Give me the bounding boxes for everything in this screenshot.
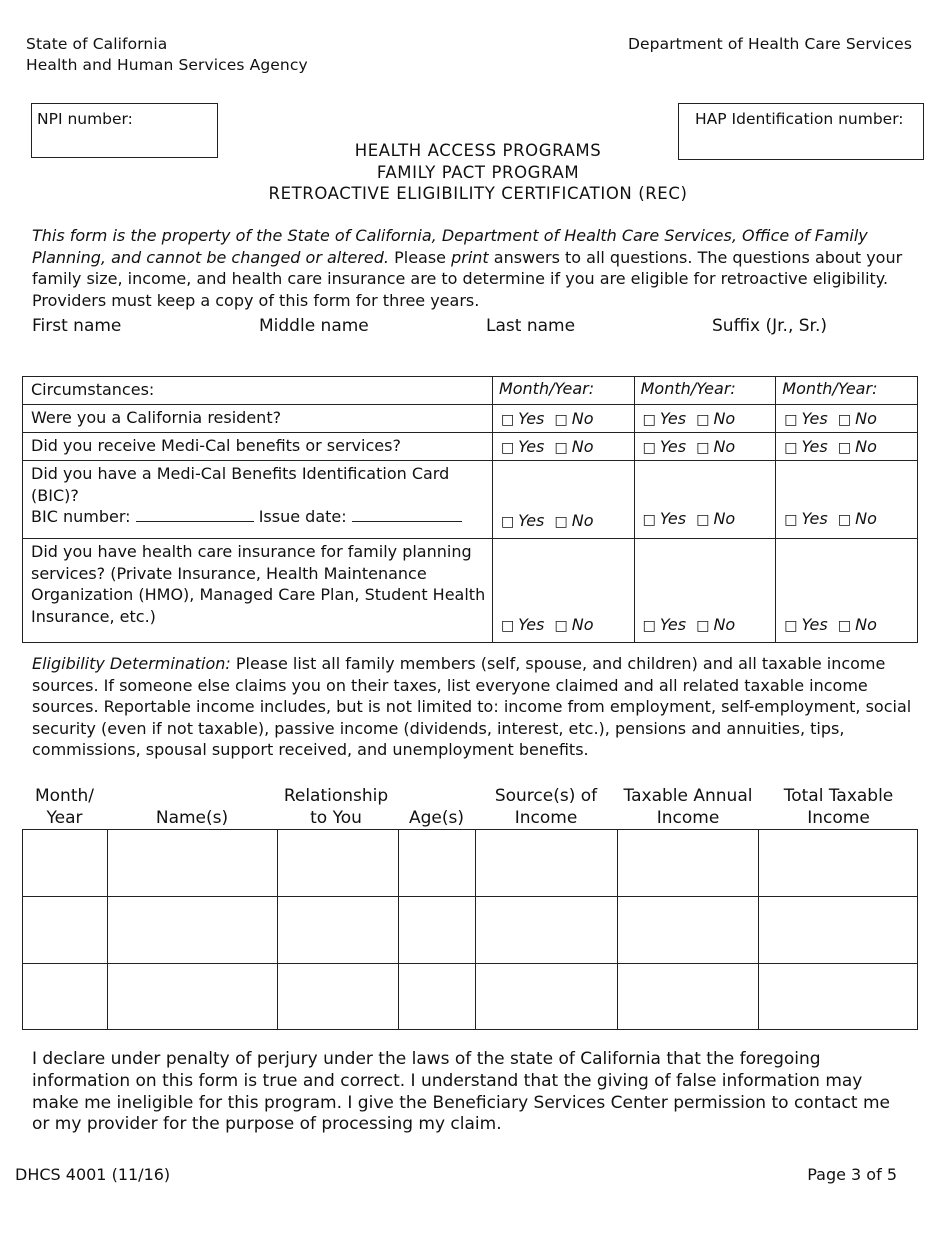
checkbox-icon[interactable]: □ bbox=[554, 440, 568, 456]
question-bic: Did you have a Medi-Cal Benefits Identification Card (BIC)? bbox=[31, 464, 450, 505]
first-name-label: First name bbox=[32, 316, 122, 336]
title-line-1: HEALTH ACCESS PROGRAMS bbox=[354, 141, 602, 160]
table-cell[interactable] bbox=[618, 830, 759, 897]
checkbox-icon[interactable]: □ bbox=[784, 412, 798, 428]
circumstances-header: Circumstances: bbox=[23, 377, 493, 405]
col-month-year: Month/ Year bbox=[34, 786, 94, 828]
table-cell[interactable] bbox=[277, 830, 398, 897]
table-cell[interactable] bbox=[23, 897, 108, 964]
table-cell[interactable] bbox=[107, 830, 277, 897]
yes-no-choice[interactable]: □ Yes □ No bbox=[500, 511, 594, 530]
table-cell[interactable] bbox=[759, 897, 918, 964]
checkbox-icon[interactable]: □ bbox=[696, 440, 710, 456]
yes-no-choice[interactable]: □ Yes □ No bbox=[642, 615, 736, 634]
yes-no-choice[interactable]: □ Yes □ No bbox=[642, 509, 736, 528]
agency-label: Health and Human Services Agency bbox=[26, 56, 308, 74]
checkbox-icon[interactable]: □ bbox=[554, 514, 568, 530]
issue-date-input[interactable] bbox=[352, 507, 462, 522]
income-table bbox=[22, 829, 918, 1030]
yes-no-choice[interactable]: □ Yes □ No bbox=[784, 437, 877, 456]
question-insurance: Did you have health care insurance for family planning services? (Private Insurance, Health Maintenance Organization (HMO), Managed Care Plan, Student Health Insurance, etc.) bbox=[23, 539, 493, 643]
checkbox-icon[interactable]: □ bbox=[500, 514, 515, 530]
agency-header bbox=[26, 34, 308, 76]
question-row-resident bbox=[23, 405, 918, 433]
checkbox-icon[interactable]: □ bbox=[642, 412, 656, 428]
checkbox-icon[interactable]: □ bbox=[696, 618, 710, 634]
yes-no-choice[interactable]: □ Yes □ No bbox=[642, 437, 736, 456]
col-names: Name(s) bbox=[155, 808, 229, 828]
last-name-label: Last name bbox=[486, 316, 576, 336]
checkbox-icon[interactable]: □ bbox=[784, 440, 798, 456]
table-cell[interactable] bbox=[398, 830, 476, 897]
col-age: Age(s) bbox=[408, 808, 464, 828]
question-medical: Did you receive Medi-Cal benefits or services? bbox=[23, 433, 493, 461]
circumstances-header-row bbox=[23, 377, 918, 405]
npi-label: NPI number: bbox=[37, 110, 133, 128]
col-taxable-annual: Taxable Annual Income bbox=[623, 786, 753, 828]
checkbox-icon[interactable]: □ bbox=[500, 618, 515, 634]
middle-name-label: Middle name bbox=[259, 316, 369, 336]
table-cell[interactable] bbox=[398, 964, 476, 1030]
table-cell[interactable] bbox=[476, 964, 618, 1030]
table-cell[interactable] bbox=[759, 964, 918, 1030]
declaration-paragraph: I declare under penalty of perjury under the laws of the state of California that the foregoing information on this form is true and correct. I understand that the giving of false information may make me ineligible for this program. I give the Beneficiary Services Center permission to contact me or my provider for the purpose of processing my claim. bbox=[32, 1049, 890, 1135]
question-resident: Were you a California resident? bbox=[23, 405, 493, 433]
page-number: Page 3 of 5 bbox=[807, 1165, 897, 1184]
month-year-header-3[interactable]: Month/Year: bbox=[776, 377, 918, 405]
checkbox-icon[interactable]: □ bbox=[837, 512, 852, 528]
checkbox-icon[interactable]: □ bbox=[642, 440, 656, 456]
bic-number-input[interactable] bbox=[136, 507, 254, 522]
table-row bbox=[23, 830, 918, 897]
eligibility-paragraph bbox=[32, 653, 917, 761]
question-row-insurance bbox=[23, 539, 918, 643]
yes-no-choice[interactable]: □ Yes □ No bbox=[500, 409, 594, 428]
table-cell[interactable] bbox=[476, 897, 618, 964]
checkbox-icon[interactable]: □ bbox=[837, 412, 852, 428]
table-cell[interactable] bbox=[618, 964, 759, 1030]
checkbox-icon[interactable]: □ bbox=[837, 618, 852, 634]
table-cell[interactable] bbox=[107, 897, 277, 964]
col-sources: Source(s) of Income bbox=[494, 786, 598, 828]
table-cell[interactable] bbox=[476, 830, 618, 897]
circumstances-table bbox=[22, 376, 918, 643]
table-cell[interactable] bbox=[23, 964, 108, 1030]
issue-date-label: Issue date: bbox=[258, 507, 347, 526]
table-cell[interactable] bbox=[107, 964, 277, 1030]
checkbox-icon[interactable]: □ bbox=[696, 412, 710, 428]
eligibility-text: Please list all family members (self, spouse, and children) and all taxable income sources. If someone else claims you on their taxes, list everyone claimed and all related taxable income sources. Reportable income includes, but is not limited to: income from employment, self-employment, social security (even if not taxable), passive income (dividends, interest, etc.), pensions and annuities, tips, commissions, spousal support received, and unemployment benefits. bbox=[32, 654, 912, 759]
table-cell[interactable] bbox=[618, 897, 759, 964]
month-year-header-1[interactable]: Month/Year: bbox=[492, 377, 634, 405]
intro-text-1: Please bbox=[389, 247, 452, 267]
checkbox-icon[interactable]: □ bbox=[837, 440, 852, 456]
form-title bbox=[218, 140, 738, 205]
yes-no-choice[interactable]: □ Yes □ No bbox=[784, 615, 877, 634]
intro-paragraph bbox=[32, 225, 907, 311]
department-label: Department of Health Care Services bbox=[628, 35, 912, 53]
table-cell[interactable] bbox=[398, 897, 476, 964]
title-line-3: RETROACTIVE ELIGIBILITY CERTIFICATION (REC) bbox=[268, 184, 688, 203]
bic-number-label: BIC number: bbox=[31, 507, 131, 526]
yes-no-choice[interactable]: □ Yes □ No bbox=[784, 409, 877, 428]
checkbox-icon[interactable]: □ bbox=[500, 412, 515, 428]
col-total-taxable: Total Taxable Income bbox=[783, 786, 894, 828]
checkbox-icon[interactable]: □ bbox=[642, 512, 656, 528]
table-cell[interactable] bbox=[759, 830, 918, 897]
checkbox-icon[interactable]: □ bbox=[784, 512, 798, 528]
table-cell[interactable] bbox=[277, 964, 398, 1030]
table-row bbox=[23, 897, 918, 964]
question-row-bic bbox=[23, 461, 918, 539]
yes-no-choice[interactable]: □ Yes □ No bbox=[500, 615, 594, 634]
table-cell[interactable] bbox=[23, 830, 108, 897]
col-relationship: Relationship to You bbox=[283, 786, 389, 828]
intro-italic-1: This form is the property of the State of California, Department of Health Care Services, Office of Family Planning, and cannot be changed or altered. bbox=[32, 226, 868, 267]
checkbox-icon[interactable]: □ bbox=[500, 440, 515, 456]
title-line-2: FAMILY PACT PROGRAM bbox=[376, 162, 580, 182]
month-year-header-2[interactable]: Month/Year: bbox=[634, 377, 776, 405]
state-label: State of California bbox=[26, 35, 168, 53]
question-row-medical bbox=[23, 433, 918, 461]
yes-no-choice[interactable]: □ Yes □ No bbox=[642, 409, 736, 428]
form-id: DHCS 4001 (11/16) bbox=[15, 1165, 171, 1184]
yes-no-choice[interactable]: □ Yes □ No bbox=[500, 437, 594, 456]
checkbox-icon[interactable]: □ bbox=[554, 618, 568, 634]
checkbox-icon[interactable]: □ bbox=[554, 412, 568, 428]
intro-italic-2: print bbox=[451, 247, 489, 267]
checkbox-icon[interactable]: □ bbox=[784, 618, 798, 634]
eligibility-label: Eligibility Determination: bbox=[32, 654, 231, 673]
npi-field[interactable] bbox=[31, 103, 218, 158]
table-row bbox=[23, 964, 918, 1030]
checkbox-icon[interactable]: □ bbox=[642, 618, 656, 634]
suffix-label: Suffix (Jr., Sr.) bbox=[712, 316, 828, 336]
checkbox-icon[interactable]: □ bbox=[696, 512, 710, 528]
yes-no-choice[interactable]: □ Yes □ No bbox=[784, 509, 877, 528]
hap-label: HAP Identification number: bbox=[695, 110, 904, 128]
question-bic-cell bbox=[23, 461, 493, 539]
table-cell[interactable] bbox=[277, 897, 398, 964]
intro-text-2: answers to all questions. The questions about your family size, income, and health care insurance are to determine if you are eligible for retroactive eligibility. Providers must keep a copy of this form for three years. bbox=[32, 247, 903, 310]
